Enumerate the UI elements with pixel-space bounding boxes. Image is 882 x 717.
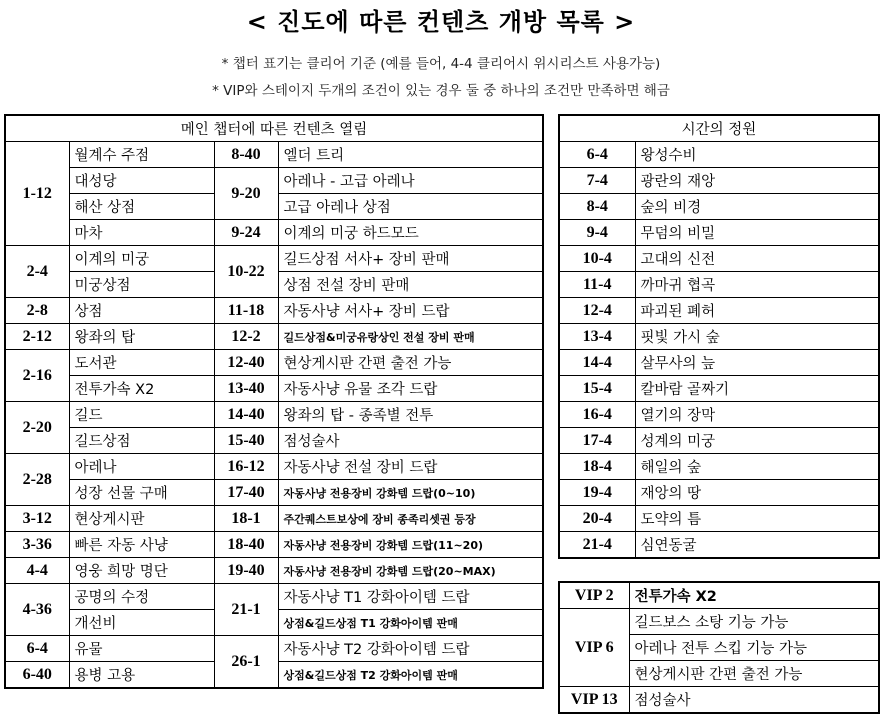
table-row <box>559 220 879 246</box>
table-row <box>559 350 879 376</box>
table-row <box>5 454 543 480</box>
stage-name-cell: 파괴된 폐허 <box>635 298 879 324</box>
content-cell: 자동사냥 서사+ 장비 드랍 <box>278 298 543 324</box>
chapter-cell: 16-12 <box>214 454 278 480</box>
stage-name-cell: 핏빛 가시 숲 <box>635 324 879 350</box>
chapter-cell: 19-4 <box>559 480 635 506</box>
content-cell: 점성술사 <box>278 428 543 454</box>
content-cell: 아레나 <box>69 454 214 480</box>
table-row <box>559 298 879 324</box>
content-cell: 길드 <box>69 402 214 428</box>
vip-table <box>558 581 880 714</box>
chapter-cell: 21-4 <box>559 532 635 559</box>
content-cell: 자동사냥 전용장비 강화템 드랍(20~MAX) <box>278 558 543 584</box>
content-cell: 왕좌의 탑 - 종족별 전투 <box>278 402 543 428</box>
chapter-cell: 10-4 <box>559 246 635 272</box>
stage-name-cell: 심연동굴 <box>635 532 879 559</box>
table-row <box>559 480 879 506</box>
chapter-cell: 9-24 <box>214 220 278 246</box>
table-row <box>559 582 879 609</box>
content-cell: 영웅 희망 명단 <box>69 558 214 584</box>
main-table-header: 메인 챕터에 따른 컨텐츠 열림 <box>5 115 543 142</box>
chapter-cell: 6-4 <box>559 142 635 168</box>
table-row <box>5 428 543 454</box>
stage-name-cell: 도약의 틈 <box>635 506 879 532</box>
chapter-cell: 20-4 <box>559 506 635 532</box>
table-row <box>5 324 543 350</box>
chapter-cell: 2-28 <box>5 454 69 506</box>
stage-name-cell: 열기의 장막 <box>635 402 879 428</box>
content-cell: 마차 <box>69 220 214 246</box>
chapter-cell: 12-4 <box>559 298 635 324</box>
content-cell: 이계의 미궁 하드모드 <box>278 220 543 246</box>
table-row <box>559 402 879 428</box>
chapter-cell: 8-40 <box>214 142 278 168</box>
table-row <box>559 428 879 454</box>
page-title: < 진도에 따른 컨텐츠 개방 목록 > <box>246 8 636 36</box>
content-cell: 엘더 트리 <box>278 142 543 168</box>
table-row <box>5 532 543 558</box>
vip-benefit-cell: 전투가속 X2 <box>629 582 879 609</box>
chapter-cell: 2-16 <box>5 350 69 402</box>
vip-benefit-cell: 아레나 전투 스킵 기능 가능 <box>629 635 879 661</box>
stage-name-cell: 해일의 숲 <box>635 454 879 480</box>
vip-level-cell: VIP 2 <box>559 582 629 609</box>
content-cell: 용병 고용 <box>69 662 214 689</box>
chapter-cell: 18-1 <box>214 506 278 532</box>
stage-name-cell: 까마귀 협곡 <box>635 272 879 298</box>
content-cell: 주간퀘스트보상에 장비 종족리셋권 등장 <box>278 506 543 532</box>
content-cell: 미궁상점 <box>69 272 214 298</box>
stage-name-cell: 왕성수비 <box>635 142 879 168</box>
chapter-cell: 14-4 <box>559 350 635 376</box>
stage-name-cell: 성계의 미궁 <box>635 428 879 454</box>
chapter-cell: 3-36 <box>5 532 69 558</box>
note-chapter-basis: * 챕터 표기는 클리어 기준 (예를 들어, 4-4 클리어시 위시리스트 사용가능) <box>221 56 661 72</box>
chapter-cell: 18-4 <box>559 454 635 480</box>
table-row <box>5 480 543 506</box>
table-row <box>5 350 543 376</box>
table-row <box>559 142 879 168</box>
chapter-cell: 17-40 <box>214 480 278 506</box>
table-row <box>5 402 543 428</box>
table-row <box>5 246 543 272</box>
table-row <box>559 194 879 220</box>
content-cell: 자동사냥 전용장비 강화템 드랍(11~20) <box>278 532 543 558</box>
content-cell: 자동사냥 T1 강화아이템 드랍 <box>278 584 543 610</box>
table-row <box>5 506 543 532</box>
chapter-cell: 13-40 <box>214 376 278 402</box>
content-cell: 월계수 주점 <box>69 142 214 168</box>
content-cell: 길드상점&미궁유랑상인 전설 장비 판매 <box>278 324 543 350</box>
content-cell: 자동사냥 전설 장비 드랍 <box>278 454 543 480</box>
content-cell: 해산 상점 <box>69 194 214 220</box>
content-cell: 상점 전설 장비 판매 <box>278 272 543 298</box>
content-cell: 성장 선물 구매 <box>69 480 214 506</box>
content-cell: 아레나 - 고급 아레나 <box>278 168 543 194</box>
content-cell: 길드상점 서사+ 장비 판매 <box>278 246 543 272</box>
content-cell: 대성당 <box>69 168 214 194</box>
table-row <box>5 584 543 610</box>
vip-level-cell: VIP 6 <box>559 609 629 687</box>
table-row <box>559 609 879 635</box>
content-cell: 전투가속 X2 <box>69 376 214 402</box>
table-row <box>559 272 879 298</box>
table-row <box>5 636 543 662</box>
chapter-cell: 13-4 <box>559 324 635 350</box>
content-cell: 고급 아레나 상점 <box>278 194 543 220</box>
table-row <box>559 168 879 194</box>
table-row <box>5 558 543 584</box>
table-row <box>559 324 879 350</box>
chapter-cell: 10-22 <box>214 246 278 298</box>
chapter-cell: 6-4 <box>5 636 69 662</box>
content-cell: 자동사냥 유물 조각 드랍 <box>278 376 543 402</box>
table-row <box>559 246 879 272</box>
table-row <box>5 220 543 246</box>
chapter-cell: 26-1 <box>214 636 278 689</box>
stage-name-cell: 숲의 비경 <box>635 194 879 220</box>
vip-level-cell: VIP 13 <box>559 687 629 714</box>
chapter-cell: 11-18 <box>214 298 278 324</box>
content-cell: 왕좌의 탑 <box>69 324 214 350</box>
content-cell: 공명의 수정 <box>69 584 214 610</box>
table-row <box>5 168 543 194</box>
chapter-cell: 1-12 <box>5 142 69 246</box>
chapter-cell: 12-40 <box>214 350 278 376</box>
chapter-cell: 9-20 <box>214 168 278 220</box>
content-cell: 빠른 자동 사냥 <box>69 532 214 558</box>
content-cell: 길드상점 <box>69 428 214 454</box>
content-cell: 자동사냥 T2 강화아이템 드랍 <box>278 636 543 662</box>
time-table-header: 시간의 정원 <box>559 115 879 142</box>
content-cell: 현상게시판 간편 출전 가능 <box>278 350 543 376</box>
content-cell: 자동사냥 전용장비 강화템 드랍(0~10) <box>278 480 543 506</box>
table-row <box>559 532 879 559</box>
vip-benefit-cell: 길드보스 소탕 기능 가능 <box>629 609 879 635</box>
table-row <box>559 376 879 402</box>
chapter-cell: 4-4 <box>5 558 69 584</box>
stage-name-cell: 칼바람 골짜기 <box>635 376 879 402</box>
stage-name-cell: 무덤의 비밀 <box>635 220 879 246</box>
chapter-cell: 3-12 <box>5 506 69 532</box>
table-row <box>559 454 879 480</box>
chapter-cell: 2-8 <box>5 298 69 324</box>
chapter-cell: 15-40 <box>214 428 278 454</box>
main-chapter-table <box>4 114 544 689</box>
content-cell: 개선비 <box>69 610 214 636</box>
chapter-cell: 21-1 <box>214 584 278 636</box>
content-cell: 현상게시판 <box>69 506 214 532</box>
chapter-cell: 19-40 <box>214 558 278 584</box>
vip-benefit-cell: 현상게시판 간편 출전 가능 <box>629 661 879 687</box>
chapter-cell: 15-4 <box>559 376 635 402</box>
chapter-cell: 4-36 <box>5 584 69 636</box>
stage-name-cell: 고대의 신전 <box>635 246 879 272</box>
table-row <box>559 687 879 714</box>
chapter-cell: 11-4 <box>559 272 635 298</box>
content-cell: 상점&길드상점 T1 강화아이템 판매 <box>278 610 543 636</box>
chapter-cell: 17-4 <box>559 428 635 454</box>
chapter-cell: 2-20 <box>5 402 69 454</box>
table-row <box>5 142 543 168</box>
table-row <box>5 376 543 402</box>
chapter-cell: 9-4 <box>559 220 635 246</box>
chapter-cell: 16-4 <box>559 402 635 428</box>
table-row <box>559 506 879 532</box>
chapter-cell: 8-4 <box>559 194 635 220</box>
chapter-cell: 2-4 <box>5 246 69 298</box>
note-vip-condition: * VIP와 스테이지 두개의 조건이 있는 경우 둘 중 하나의 조건만 만족하면 해금 <box>212 83 670 99</box>
chapter-cell: 6-40 <box>5 662 69 689</box>
content-cell: 유물 <box>69 636 214 662</box>
chapter-cell: 2-12 <box>5 324 69 350</box>
vip-benefit-cell: 점성술사 <box>629 687 879 714</box>
content-cell: 상점 <box>69 298 214 324</box>
chapter-cell: 7-4 <box>559 168 635 194</box>
stage-name-cell: 광란의 재앙 <box>635 168 879 194</box>
stage-name-cell: 살무사의 늪 <box>635 350 879 376</box>
stage-name-cell: 재앙의 땅 <box>635 480 879 506</box>
content-cell: 이계의 미궁 <box>69 246 214 272</box>
chapter-cell: 14-40 <box>214 402 278 428</box>
content-cell: 도서관 <box>69 350 214 376</box>
content-cell: 상점&길드상점 T2 강화아이템 판매 <box>278 662 543 689</box>
time-garden-table <box>558 114 880 559</box>
table-row <box>5 298 543 324</box>
chapter-cell: 12-2 <box>214 324 278 350</box>
chapter-cell: 18-40 <box>214 532 278 558</box>
